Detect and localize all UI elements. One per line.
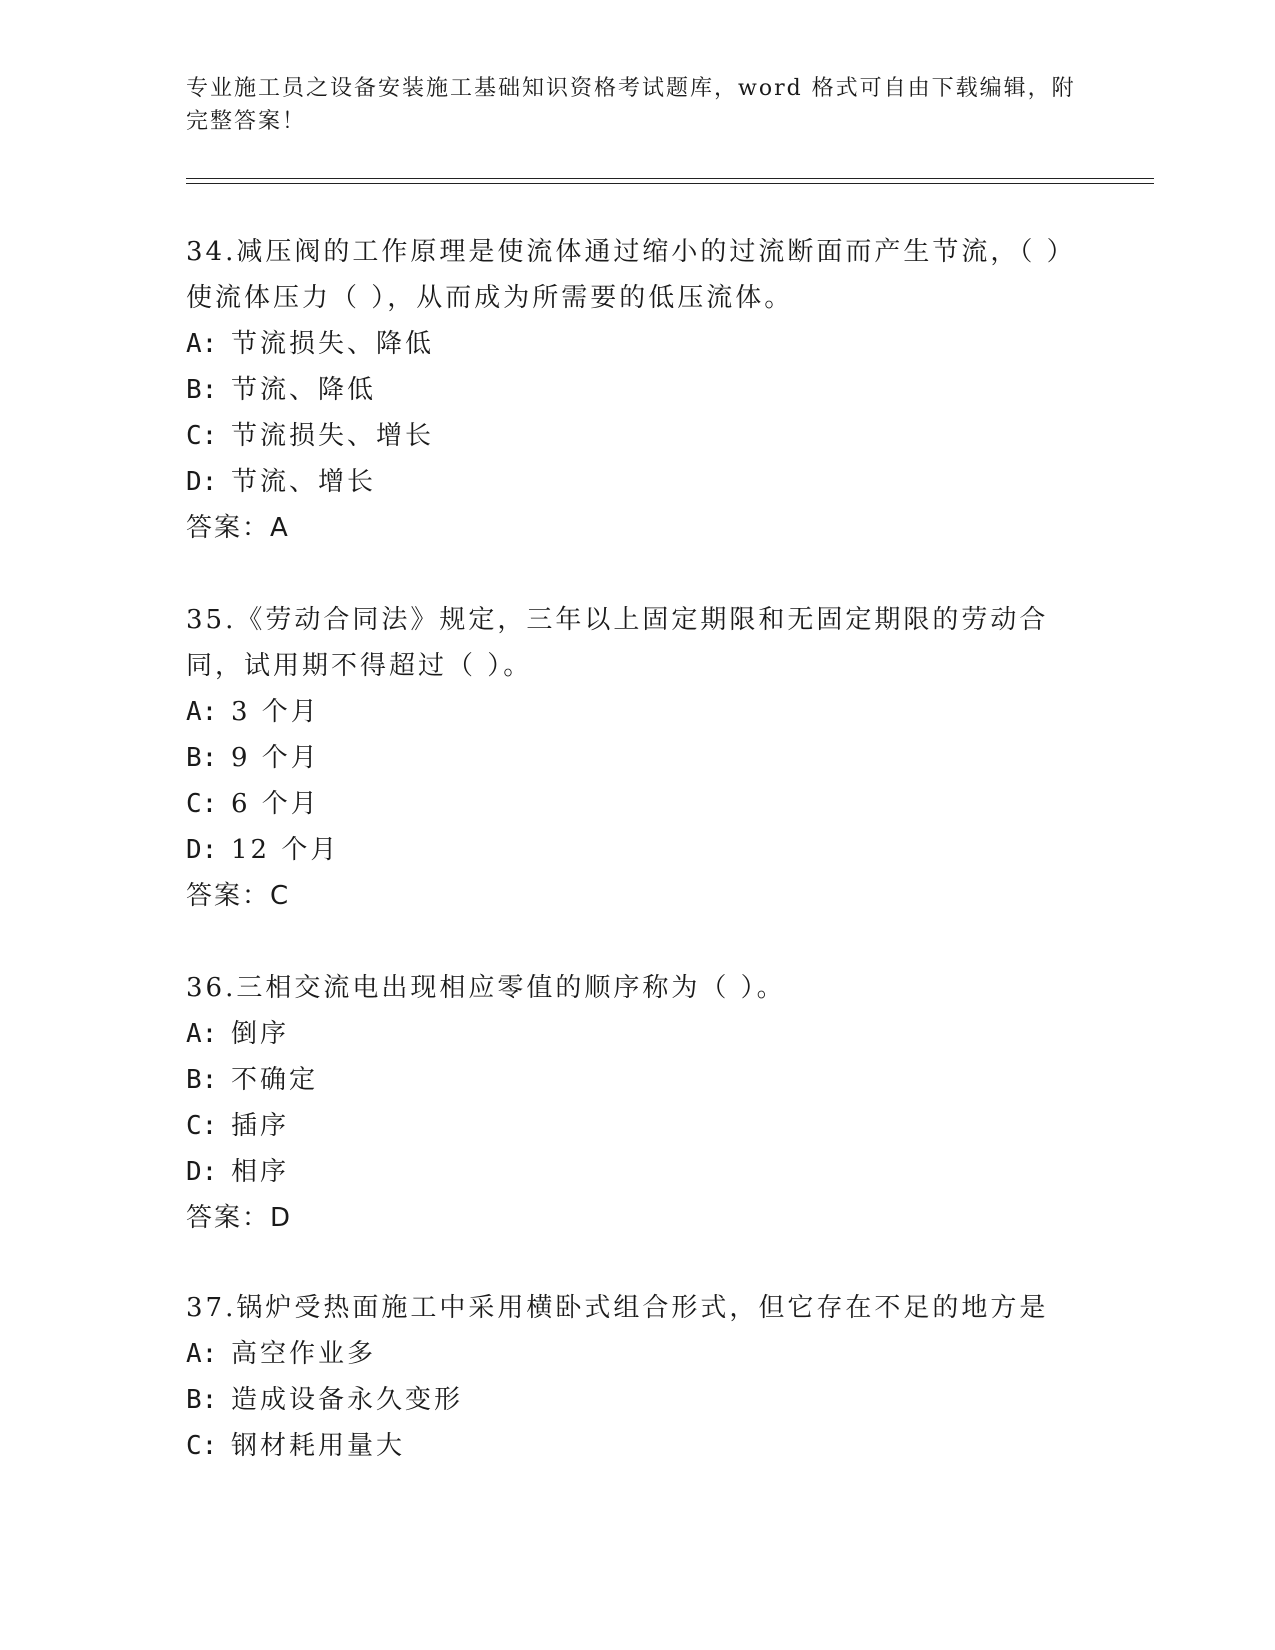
question-37 bbox=[186, 1285, 1086, 1469]
option-text: 插序 bbox=[231, 1111, 290, 1141]
document-header: 专业施工员之设备安装施工基础知识资格考试题库，word 格式可自由下载编辑，附完整答案！ bbox=[186, 76, 1076, 134]
option-label: A: bbox=[186, 329, 218, 359]
option-c bbox=[186, 1423, 1086, 1469]
option-text: 3 个月 bbox=[231, 697, 320, 727]
option-a bbox=[186, 321, 1086, 367]
option-label: C: bbox=[186, 1431, 218, 1461]
option-c bbox=[186, 781, 1086, 827]
option-label: B: bbox=[186, 743, 218, 773]
option-text: 节流、降低 bbox=[231, 375, 377, 405]
question-stem: 36.三相交流电出现相应零值的顺序称为（ ）。 bbox=[186, 973, 786, 1003]
option-text: 钢材耗用量大 bbox=[231, 1431, 406, 1461]
header-divider-top bbox=[186, 178, 1154, 179]
option-text: 节流损失、增长 bbox=[231, 421, 435, 451]
option-c bbox=[186, 1103, 1086, 1149]
option-b bbox=[186, 735, 1086, 781]
option-text: 倒序 bbox=[231, 1019, 290, 1049]
question-34 bbox=[186, 229, 1086, 551]
option-d bbox=[186, 459, 1086, 505]
option-label: D: bbox=[186, 467, 218, 497]
option-b bbox=[186, 1057, 1086, 1103]
option-text: 节流、增长 bbox=[231, 467, 377, 497]
option-a bbox=[186, 1011, 1086, 1057]
option-b bbox=[186, 367, 1086, 413]
answer-line: 答案：C bbox=[186, 881, 291, 911]
option-text: 12 个月 bbox=[231, 835, 340, 865]
option-text: 造成设备永久变形 bbox=[231, 1385, 464, 1415]
option-label: A: bbox=[186, 1019, 218, 1049]
answer-line: 答案：A bbox=[186, 513, 290, 543]
option-d bbox=[186, 1149, 1086, 1195]
option-label: B: bbox=[186, 375, 218, 405]
option-label: A: bbox=[186, 1339, 218, 1369]
option-c bbox=[186, 413, 1086, 459]
option-label: B: bbox=[186, 1065, 218, 1095]
question-stem: 35.《劳动合同法》规定，三年以上固定期限和无固定期限的劳动合同，试用期不得超过（ ）。 bbox=[186, 605, 1049, 681]
option-text: 节流损失、降低 bbox=[231, 329, 435, 359]
option-b bbox=[186, 1377, 1086, 1423]
option-label: D: bbox=[186, 835, 218, 865]
option-text: 相序 bbox=[231, 1157, 290, 1187]
option-text: 高空作业多 bbox=[231, 1339, 377, 1369]
option-text: 6 个月 bbox=[231, 789, 320, 819]
option-text: 9 个月 bbox=[231, 743, 320, 773]
option-label: D: bbox=[186, 1157, 218, 1187]
question-stem: 34.减压阀的工作原理是使流体通过缩小的过流断面而产生节流，（ ）使流体压力（ ），从而成为所需要的低压流体。 bbox=[186, 237, 1063, 313]
option-label: A: bbox=[186, 697, 218, 727]
option-a bbox=[186, 1331, 1086, 1377]
header-divider-bottom bbox=[186, 183, 1154, 184]
question-35 bbox=[186, 597, 1086, 919]
option-text: 不确定 bbox=[231, 1065, 319, 1095]
option-d bbox=[186, 827, 1086, 873]
question-stem: 37.锅炉受热面施工中采用横卧式组合形式，但它存在不足的地方是 bbox=[186, 1293, 1049, 1323]
answer-line: 答案：D bbox=[186, 1203, 293, 1233]
question-36 bbox=[186, 965, 1086, 1241]
option-label: B: bbox=[186, 1385, 218, 1415]
option-label: C: bbox=[186, 1111, 218, 1141]
option-label: C: bbox=[186, 789, 218, 819]
option-label: C: bbox=[186, 421, 218, 451]
option-a bbox=[186, 689, 1086, 735]
